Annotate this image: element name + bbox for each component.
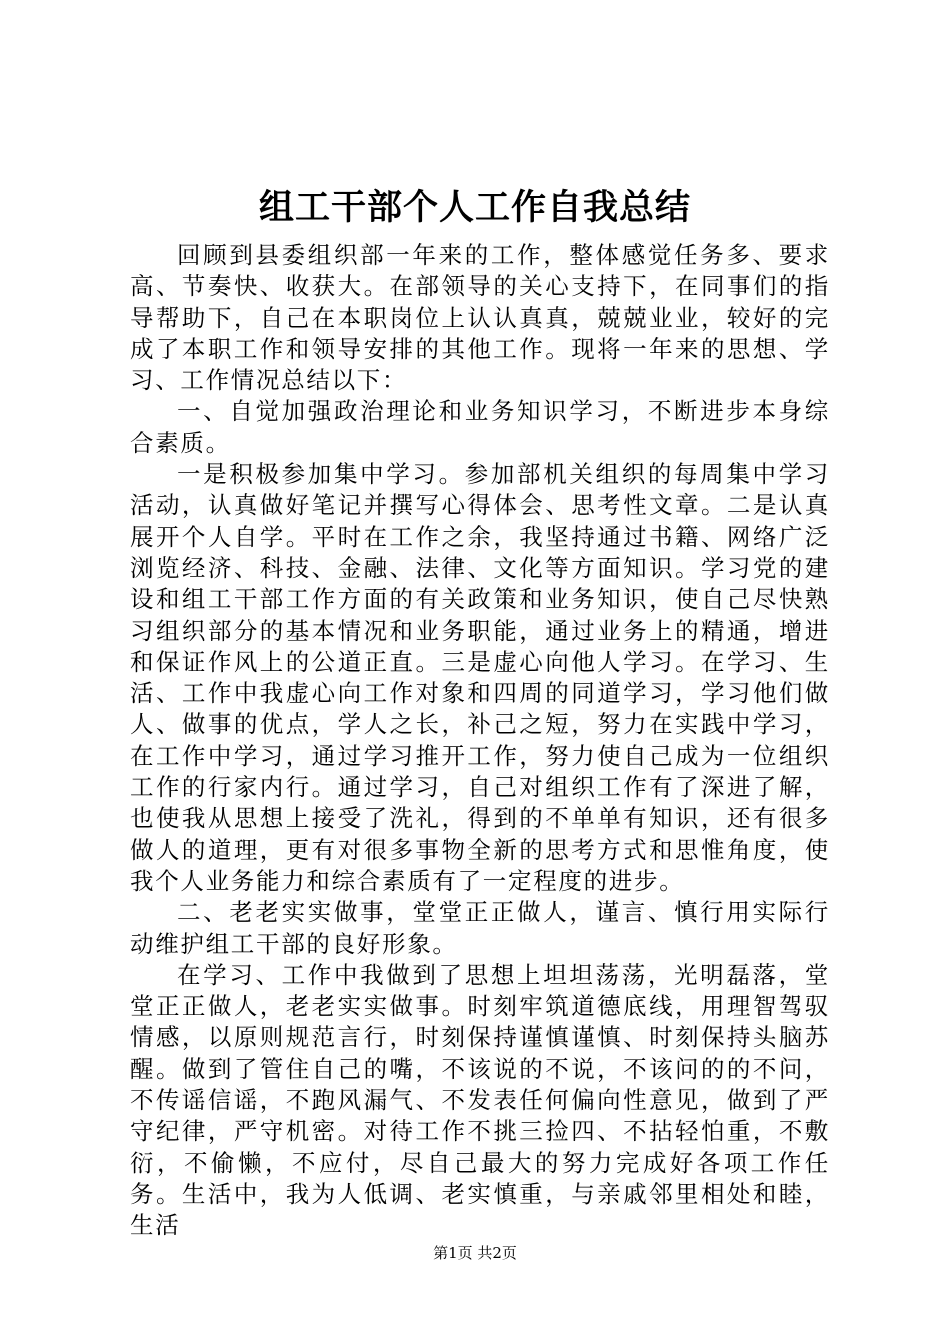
section-heading-2: 二、老老实实做事，堂堂正正做人，谨言、慎行用实际行动维护组工干部的良好形象。 xyxy=(130,898,830,958)
section-heading-1: 一、自觉加强政治理论和业务知识学习，不断进步本身综合素质。 xyxy=(130,397,830,457)
document-body xyxy=(130,240,830,1242)
document-title: 组工干部个人工作自我总结 xyxy=(258,187,691,228)
paragraph-study: 一是积极参加集中学习。参加部机关组织的每周集中学习活动，认真做好笔记并撰写心得体会、思考性文章。二是认真展开个人自学。平时在工作之余，我坚持通过书籍、网络广泛浏览经济、科技、金融、法律、文化等方面知识。学习党的建设和组工干部工作方面的有关政策和业务知识，使自己尽快熟习组织部分的基本情况和业务职能，通过业务上的精通，增进和保证作风上的公道正直。三是虚心向他人学习。在学习、生活、工作中我虚心向工作对象和四周的同道学习，学习他们做人、做事的优点，学人之长，补己之短，努力在实践中学习，在工作中学习，通过学习推开工作，努力使自己成为一位组织工作的行家内行。通过学习，自己对组织工作有了深进了解，也使我从思想上接受了洗礼，得到的不单单有知识，还有很多做人的道理，更有对很多事物全新的思考方式和思惟角度，使我个人业务能力和综合素质有了一定程度的进步。 xyxy=(130,460,830,895)
paragraph-intro: 回顾到县委组织部一年来的工作，整体感觉任务多、要求高、节奏快、收获大。在部领导的关心支持下，在同事们的指导帮助下，自己在本职岗位上认认真真，兢兢业业，较好的完成了本职工作和领导安排的其他工作。现将一年来的思想、学习、工作情况总结以下： xyxy=(130,241,830,395)
paragraph-conduct: 在学习、工作中我做到了思想上坦坦荡荡，光明磊落，堂堂正正做人，老老实实做事。时刻牢筑道德底线，用理智驾驭情感，以原则规范言行，时刻保持谨慎谨慎、时刻保持头脑苏醒。做到了管住自己的嘴，不该说的不说，不该问的的不问，不传谣信谣，不跑风漏气、不发表任何偏向性意见，做到了严守纪律，严守机密。对待工作不挑三捡四、不拈轻怕重，不敷衍，不偷懒，不应付，尽自己最大的努力完成好各项工作任务。生活中，我为人低调、老实慎重，与亲戚邻里相处和睦，生活 xyxy=(130,960,830,1240)
page-number-footer: 第1页 共2页 xyxy=(433,1244,517,1262)
